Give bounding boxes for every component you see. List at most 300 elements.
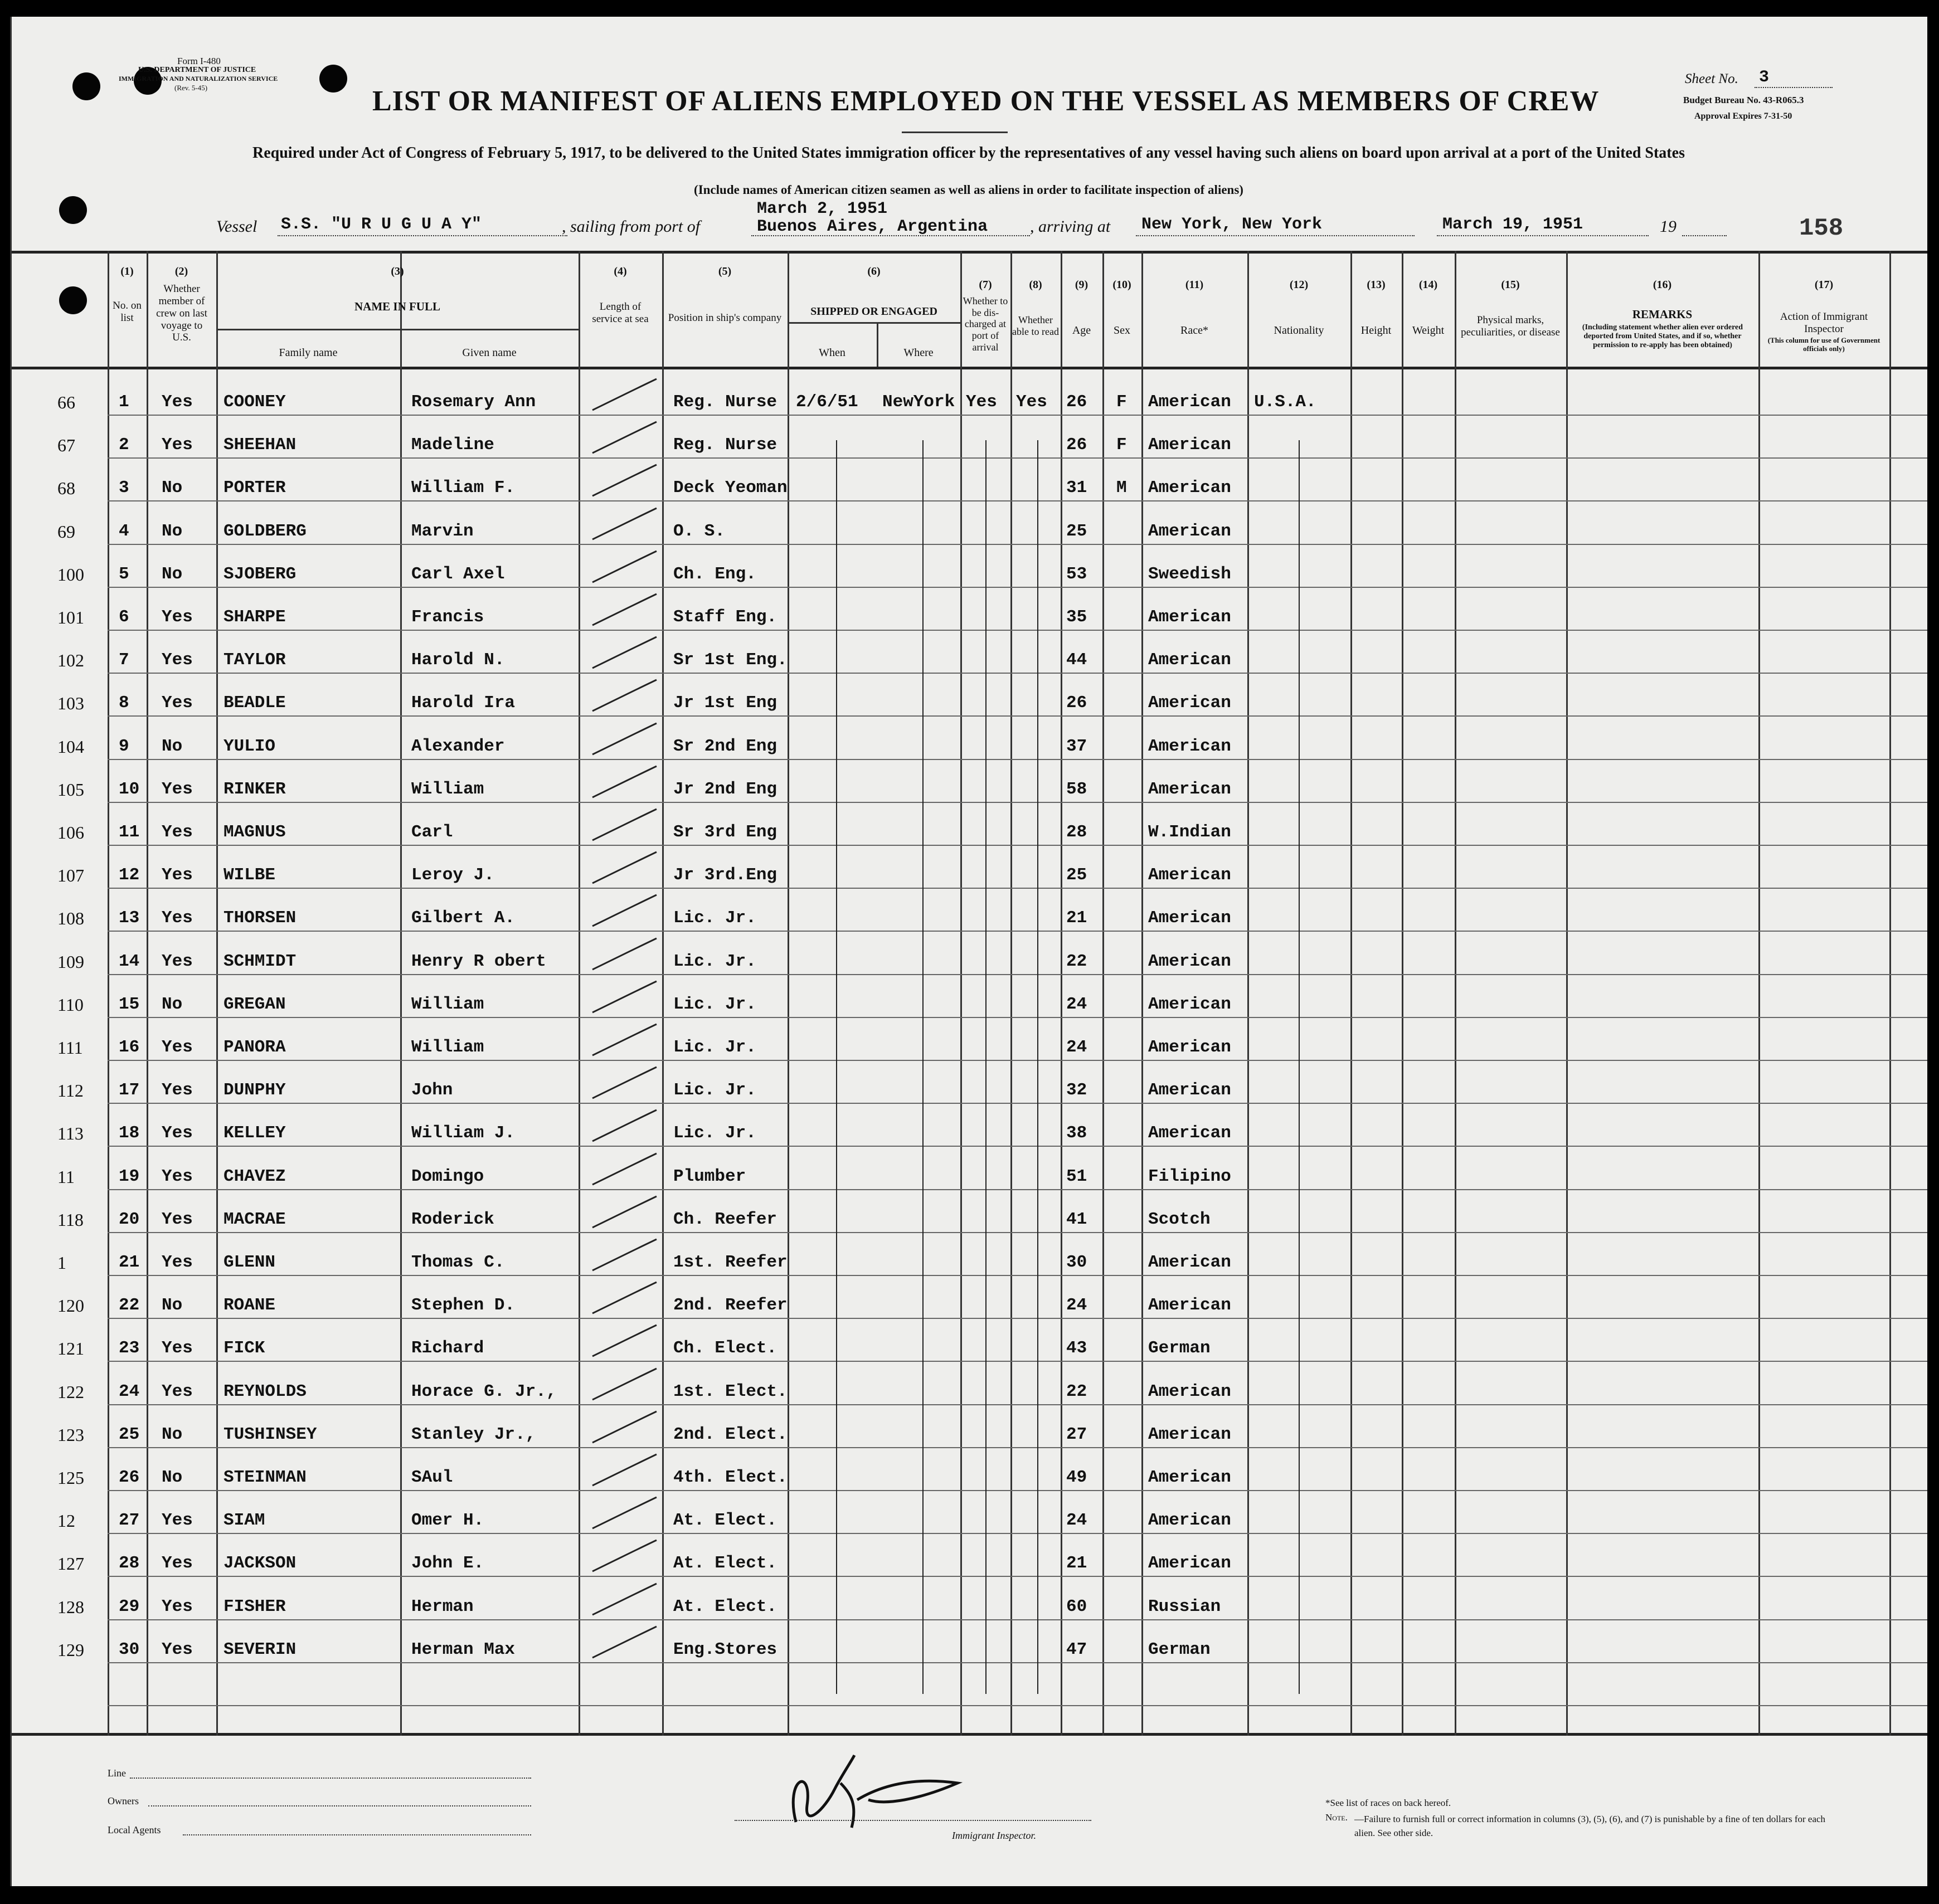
col-6-header: SHIPPED OR ENGAGED [810,305,937,318]
given-name: Harold N. [411,650,505,670]
races-note: *See list of races on back hereof. [1325,1798,1451,1808]
ship-position: Lic. Jr. [673,1038,756,1057]
race: American [1148,607,1231,627]
approval-expiry: Approval Expires 7-31-50 [1694,111,1792,121]
ship-position: Reg. Nurse [673,392,777,412]
service-tick-mark [579,1322,662,1366]
given-name: William J. [411,1123,516,1143]
race: American [1148,435,1231,455]
race: German [1148,1338,1211,1358]
last-voyage: Yes [162,1554,193,1573]
list-number: 6 [119,607,129,627]
last-voyage: Yes [162,952,193,971]
race: American [1148,737,1231,756]
age: 37 [1066,737,1087,756]
age: 30 [1066,1253,1087,1272]
last-voyage: Yes [162,780,193,799]
service-tick-mark [579,1021,662,1065]
race: American [1148,1038,1231,1057]
family-name: GOLDBERG [223,522,307,541]
family-name: FISHER [223,1597,286,1616]
ship-position: 2nd. Elect. [673,1425,788,1444]
nationality: U.S.A. [1254,392,1316,412]
col-2-number: (2) [174,265,188,277]
sex: F [1116,435,1127,455]
age: 47 [1066,1640,1087,1659]
margin-number: 108 [57,908,84,928]
service-tick-mark [579,1580,662,1625]
list-number: 3 [119,478,129,498]
service-tick-mark [579,892,662,936]
race: German [1148,1640,1211,1659]
sex: M [1116,478,1127,498]
col-9-header: Age [1072,324,1091,337]
service-tick-mark [579,1408,662,1453]
margin-number: 112 [57,1080,84,1100]
family-name: SHEEHAN [223,435,297,455]
last-voyage: Yes [162,1253,193,1272]
given-name: Rosemary Ann [411,392,536,412]
race: American [1148,1468,1231,1487]
list-number: 9 [119,737,129,756]
ship-position: Jr 2nd Eng [673,780,777,799]
col-1-header: No. on list [113,300,142,324]
list-number: 12 [119,865,140,885]
race: American [1148,952,1231,971]
ship-position: 1st. Elect. [673,1382,788,1401]
last-voyage: Yes [162,908,193,928]
given-name: Henry R obert [411,952,546,971]
list-number: 1 [119,392,129,412]
list-number: 5 [119,564,129,584]
race: American [1148,1123,1231,1143]
list-number: 15 [119,995,140,1014]
vessel-label: Vessel [216,217,257,236]
budget-number: Budget Bureau No. 43-R065.3 [1683,95,1804,105]
age: 21 [1066,908,1087,928]
given-name: Francis [411,607,484,627]
list-number: 16 [119,1038,140,1057]
col-5-header: Position in ship's company [668,312,782,324]
list-number: 7 [119,650,129,670]
col-3-header: NAME IN FULL [354,300,440,313]
list-number: 19 [119,1167,140,1186]
ship-position: Lic. Jr. [673,1123,756,1143]
family-name: CHAVEZ [223,1167,286,1186]
ship-position: 2nd. Reefer [673,1296,788,1315]
ditto-line [836,440,837,1694]
margin-number: 104 [57,737,84,757]
margin-number: 101 [57,607,84,627]
margin-number: 121 [57,1338,84,1358]
age: 38 [1066,1123,1087,1143]
ship-position: 4th. Elect. [673,1468,788,1487]
race: Scotch [1148,1210,1211,1229]
given-name: John [411,1080,453,1100]
family-name: YULIO [223,737,276,756]
ship-position: At. Elect. [673,1554,777,1573]
list-number: 27 [119,1511,140,1530]
age: 53 [1066,564,1087,584]
service-tick-mark [579,720,662,764]
margin-number: 106 [57,822,84,843]
last-voyage: Yes [162,392,193,412]
service-tick-mark [579,935,662,980]
inclusion-note: (Include names of American citizen seamen as well as aliens in order to facilitate inspection of aliens) [694,183,1243,197]
service-tick-mark [579,978,662,1022]
age: 24 [1066,995,1087,1014]
family-name: GLENN [223,1253,276,1272]
family-name: JACKSON [223,1554,297,1573]
service-tick-mark [579,1236,662,1280]
service-tick-mark [579,548,662,592]
age: 44 [1066,650,1087,670]
margin-number: 111 [57,1038,83,1058]
last-voyage: Yes [162,607,193,627]
last-voyage: Yes [162,1080,193,1100]
service-tick-mark [579,591,662,635]
age: 22 [1066,952,1087,971]
list-number: 17 [119,1080,140,1100]
race: American [1148,650,1231,670]
margin-number: 110 [57,995,84,1015]
margin-number: 109 [57,952,84,972]
service-tick-mark [579,505,662,549]
col-7-header: Whether to be dis-charged at port of arrival [963,295,1008,353]
age: 25 [1066,522,1087,541]
margin-number: 11 [57,1167,75,1187]
family-name: FICK [223,1338,265,1358]
service-tick-mark [579,1279,662,1323]
service-tick-mark [579,1193,662,1238]
last-voyage: No [162,737,183,756]
given-name: Horace G. Jr., [411,1382,557,1401]
page-title: LIST OR MANIFEST OF ALIENS EMPLOYED ON THE VESSEL AS MEMBERS OF CREW [372,85,1600,117]
race: American [1148,693,1231,713]
last-voyage: Yes [162,435,193,455]
service-tick-mark [579,1064,662,1108]
ship-position: Sr 2nd Eng [673,737,777,756]
margin-number: 105 [57,780,84,800]
ship-position: Lic. Jr. [673,995,756,1014]
given-name: Carl Axel [411,564,505,584]
last-voyage: Yes [162,1511,193,1530]
col-9-number: (9) [1075,279,1088,291]
age: 60 [1066,1597,1087,1616]
given-name: Carl [411,822,453,842]
year-label: 19 [1660,217,1676,236]
ship-position: Plumber [673,1167,746,1186]
age: 26 [1066,693,1087,713]
ship-position: At. Elect. [673,1511,777,1530]
local-agents-label: Local Agents [108,1824,161,1835]
last-voyage: Yes [162,1123,193,1143]
family-name: KELLEY [223,1123,286,1143]
service-tick-mark [579,1451,662,1496]
col-12-header: Nationality [1274,324,1324,337]
sex: F [1116,392,1127,412]
arrival-port: New York, New York [1141,215,1323,234]
ship-position: Ch. Elect. [673,1338,777,1358]
manifest-sheet [10,17,1927,1886]
margin-number: 103 [57,693,84,713]
col-8-header: Whether able to read [1012,314,1059,337]
margin-number: 113 [57,1123,84,1143]
list-number: 8 [119,693,129,713]
col-16-subheader: (Including statement whether alien ever ordered deported from United States, and if so, whether permission to re-apply has been obtained) [1582,323,1743,350]
family-name: STEINMAN [223,1468,307,1487]
family-name: SIAM [223,1511,265,1530]
family-name: SCHMIDT [223,952,297,971]
last-voyage: Yes [162,1597,193,1616]
last-voyage: Yes [162,693,193,713]
margin-number: 100 [57,564,84,585]
race: W.Indian [1148,822,1231,842]
owners-label: Owners [108,1795,139,1806]
ship-position: Eng.Stores [673,1640,777,1659]
given-name: Alexander [411,737,505,756]
last-voyage: No [162,564,183,584]
given-name: Leroy J. [411,865,494,885]
family-name: RINKER [223,780,286,799]
ship-position: At. Elect. [673,1597,777,1616]
last-voyage: No [162,1425,183,1444]
family-name: SHARPE [223,607,286,627]
list-number: 29 [119,1597,140,1616]
race: Russian [1148,1597,1221,1616]
col-14-header: Weight [1412,324,1445,337]
ship-position: Jr 1st Eng [673,693,777,713]
ship-position: Lic. Jr. [673,1080,756,1100]
age: 26 [1066,392,1087,412]
margin-number: 102 [57,650,84,670]
race: American [1148,1253,1231,1272]
col-10-number: (10) [1112,279,1131,291]
given-name: John E. [411,1554,484,1573]
service-tick-mark [579,1494,662,1538]
service-tick-mark [579,763,662,807]
given-name: Stephen D. [411,1296,516,1315]
sheet-number: 3 [1759,68,1770,87]
list-number: 10 [119,780,140,799]
last-voyage: No [162,1296,183,1315]
ditto-line [985,440,986,1694]
list-number: 26 [119,1468,140,1487]
race: American [1148,1554,1231,1573]
col-17-number: (17) [1814,279,1834,291]
col-17-subheader: (This column for use of Government officials only) [1767,336,1880,353]
margin-number: 69 [57,522,75,542]
margin-number: 68 [57,478,75,498]
given-name: Omer H. [411,1511,484,1530]
service-tick-mark [579,1537,662,1581]
given-name: William F. [411,478,516,498]
sheet-label: Sheet No. [1685,71,1738,86]
last-voyage: Yes [162,1038,193,1057]
race: American [1148,1382,1231,1401]
sailing-label: , sailing from port of [562,217,701,236]
age: 51 [1066,1167,1087,1186]
family-name: PORTER [223,478,286,498]
given-name: Thomas C. [411,1253,505,1272]
punch-hole [319,65,347,92]
ship-position: Staff Eng. [673,607,777,627]
last-voyage: No [162,995,183,1014]
service-tick-mark [579,634,662,678]
discharged: Yes [966,392,997,412]
given-name: Gilbert A. [411,908,516,928]
arriving-label: , arriving at [1030,217,1111,236]
last-voyage: Yes [162,1640,193,1659]
given-name: Richard [411,1338,484,1358]
race: American [1148,780,1231,799]
family-name: SJOBERG [223,564,297,584]
shipped-where: NewYork [882,392,955,412]
race: American [1148,1511,1231,1530]
list-number: 13 [119,908,140,928]
given-name: Domingo [411,1167,484,1186]
col-17-header: Action of Immigrant Inspector [1780,311,1868,335]
race: American [1148,1080,1231,1100]
ship-position: Deck Yeoman [673,478,788,498]
note-label: Note. [1325,1812,1348,1823]
col-16-number: (16) [1653,279,1672,291]
service-tick-mark [579,418,662,463]
stamp-number: 158 [1799,215,1844,242]
inspector-label: Immigrant Inspector. [952,1830,1036,1841]
vessel-name: S.S. "U R U G U A Y" [281,215,482,234]
given-name: William [411,995,484,1014]
ship-position: Lic. Jr. [673,908,756,928]
when-header: When [819,347,845,359]
service-tick-mark [579,849,662,893]
col-13-number: (13) [1367,279,1386,291]
family-name: THORSEN [223,908,297,928]
col-1-number: (1) [120,265,134,277]
margin-number: 128 [57,1597,84,1617]
col-5-number: (5) [718,265,732,277]
age: 58 [1066,780,1087,799]
line-label: Line [108,1767,126,1779]
last-voyage: Yes [162,650,193,670]
given-name: Herman [411,1597,474,1616]
list-number: 14 [119,952,140,971]
list-number: 25 [119,1425,140,1444]
given-name: Harold Ira [411,693,516,713]
ship-position: 1st. Reefer [673,1253,788,1272]
family-name: MAGNUS [223,822,286,842]
margin-number: 1 [57,1253,66,1273]
col-15-number: (15) [1501,279,1520,291]
list-number: 11 [119,822,140,842]
family-name: BEADLE [223,693,286,713]
margin-number: 118 [57,1210,84,1230]
col-11-header: Race* [1180,324,1208,337]
age: 24 [1066,1511,1087,1530]
last-voyage: Yes [162,822,193,842]
given-name: Herman Max [411,1640,516,1659]
col-6-number: (6) [867,265,881,277]
ship-position: Jr 3rd.Eng [673,865,777,885]
last-voyage: Yes [162,1382,193,1401]
service-tick-mark [579,806,662,850]
margin-number: 120 [57,1296,84,1316]
race: Filipino [1148,1167,1231,1186]
age: 28 [1066,822,1087,842]
race: American [1148,478,1231,498]
ship-position: Ch. Eng. [673,564,756,584]
family-name: MACRAE [223,1210,286,1229]
col-4-header: Length of service at sea [592,301,649,325]
agency-line: IMMIGRATION AND NATURALIZATION SERVICE [119,75,278,82]
note-text: —Failure to furnish full or correct information in columns (3), (5), (6), and (7) is punishable by a fine of ten dollars for each alien. See other side. [1354,1814,1826,1838]
departure-port: Buenos Aires, Argentina [757,217,988,236]
sailing-date: March 2, 1951 [757,199,888,218]
last-voyage: No [162,522,183,541]
list-number: 21 [119,1253,140,1272]
race: American [1148,1296,1231,1315]
list-number: 28 [119,1554,140,1573]
form-revision: (Rev. 5-45) [174,84,208,92]
family-name: REYNOLDS [223,1382,307,1401]
family-name: GREGAN [223,995,286,1014]
col-14-number: (14) [1418,279,1438,291]
family-name: SEVERIN [223,1640,297,1659]
race: American [1148,522,1231,541]
age: 35 [1066,607,1087,627]
margin-number: 122 [57,1382,84,1402]
race: American [1148,1425,1231,1444]
margin-number: 123 [57,1425,84,1445]
col-8-number: (8) [1029,279,1042,291]
margin-number: 129 [57,1640,84,1660]
arrival-date: March 19, 1951 [1442,215,1583,234]
given-name-header: Given name [462,347,517,359]
last-voyage: Yes [162,865,193,885]
col-15-header: Physical marks, peculiarities, or disease [1461,314,1560,338]
age: 32 [1066,1080,1087,1100]
margin-number: 107 [57,865,84,885]
ship-position: Reg. Nurse [673,435,777,455]
service-tick-mark [579,1623,662,1668]
margin-number: 12 [57,1511,75,1531]
col-12-number: (12) [1289,279,1309,291]
list-number: 24 [119,1382,140,1401]
race: American [1148,392,1231,412]
race: American [1148,995,1231,1014]
given-name: Stanley Jr., [411,1425,536,1444]
list-number: 4 [119,522,129,541]
age: 24 [1066,1296,1087,1315]
family-name: TUSHINSEY [223,1425,317,1444]
col-2-header: Whether member of crew on last voyage to U.S. [156,283,207,344]
family-name: TAYLOR [223,650,286,670]
agency-line: U.S. DEPARTMENT OF JUSTICE [138,66,256,74]
age: 26 [1066,435,1087,455]
margin-number: 66 [57,392,75,412]
service-tick-mark [579,376,662,420]
age: 22 [1066,1382,1087,1401]
col-11-number: (11) [1185,279,1204,291]
given-name: Marvin [411,522,474,541]
list-number: 22 [119,1296,140,1315]
ship-position: O. S. [673,522,726,541]
given-name: William [411,1038,484,1057]
family-name-header: Family name [279,347,338,359]
age: 41 [1066,1210,1087,1229]
list-number: 20 [119,1210,140,1229]
list-number: 23 [119,1338,140,1358]
